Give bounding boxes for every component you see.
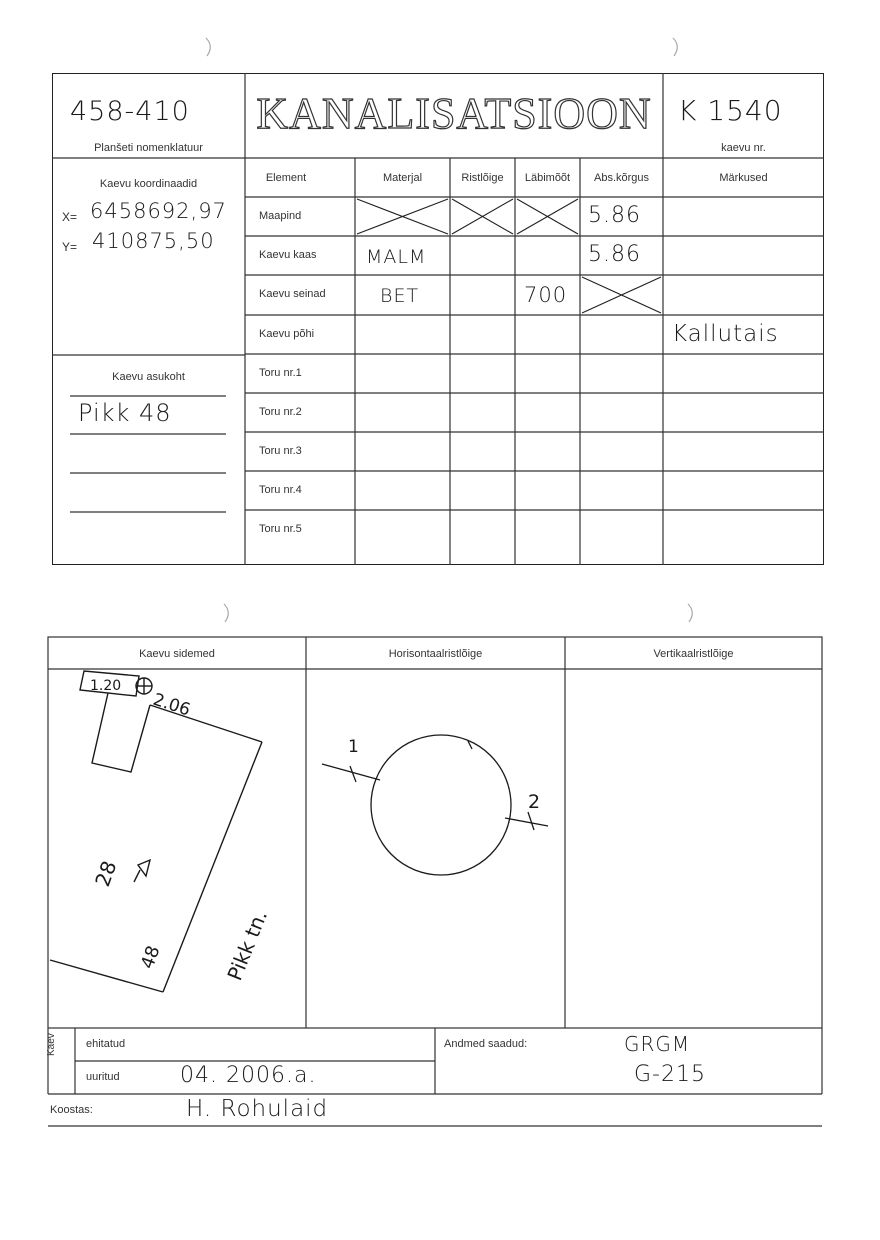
row-label: Kaevu põhi xyxy=(259,328,315,340)
data-source-label: Andmed saadud: xyxy=(444,1038,528,1050)
header-element: Element xyxy=(265,172,307,184)
data-source-value-2: G-215 xyxy=(634,1062,706,1087)
surveyed-label: uuritud xyxy=(86,1071,120,1083)
author-label: Koostas: xyxy=(50,1104,93,1116)
row-label: Toru nr.1 xyxy=(259,367,302,379)
dim-left: 1.20 xyxy=(90,678,122,694)
kaas-abs-height: 5.86 xyxy=(588,242,641,267)
row-label: Toru nr.4 xyxy=(259,484,302,496)
street-name: Pikk tn. xyxy=(222,906,273,984)
author-value: H. Rohulaid xyxy=(186,1096,329,1122)
dim-right: 2.06 xyxy=(150,689,193,721)
pohi-notes: Kallutais xyxy=(672,321,779,347)
side-label-kaev: Kaev xyxy=(46,1033,57,1056)
maapind-abs-height: 5.86 xyxy=(588,203,641,228)
nomenclature-label: Planšeti nomenklatuur xyxy=(94,142,203,154)
x-prefix: X= xyxy=(62,210,78,224)
data-source-value-1: GRGM xyxy=(624,1032,691,1056)
row-label: Toru nr.5 xyxy=(259,523,302,535)
seinad-material: BET xyxy=(380,285,420,307)
row-label: Kaevu seinad xyxy=(259,288,326,300)
location-value: Pikk 48 xyxy=(78,399,172,427)
row-label: Maapind xyxy=(259,210,302,222)
header-material: Materjal xyxy=(382,172,423,184)
pipe-1-label: 1 xyxy=(348,737,359,757)
row-label: Kaevu kaas xyxy=(259,249,317,261)
house-number-28: 28 xyxy=(90,857,122,890)
location-label: Kaevu asukoht xyxy=(112,371,185,383)
header-horizontal-section: Horisontaalristlõige xyxy=(388,648,483,660)
pipe-2-label: 2 xyxy=(528,791,541,813)
header-diameter: Läbimõõt xyxy=(524,172,571,184)
header-notes: Märkused xyxy=(719,172,768,184)
header-vertical-section: Vertikaalristlõige xyxy=(653,648,734,660)
row-label: Toru nr.2 xyxy=(259,406,302,418)
seinad-diameter: 700 xyxy=(524,283,568,307)
header-cross-section: Ristlõige xyxy=(461,172,504,184)
well-number-value: K 1540 xyxy=(678,94,783,127)
y-prefix: Y= xyxy=(62,240,78,254)
form-title: KANALISATSIOON xyxy=(256,89,652,138)
row-label: Toru nr.3 xyxy=(259,445,302,457)
coords-label: Kaevu koordinaadid xyxy=(99,178,198,190)
house-number-48: 48 xyxy=(136,943,165,972)
nomenclature-value: 458-410 xyxy=(70,96,190,127)
y-value: 410875,50 xyxy=(92,229,215,253)
well-number-label: kaevu nr. xyxy=(721,142,766,154)
x-value: 6458692,97 xyxy=(90,199,227,223)
built-label: ehitatud xyxy=(86,1038,126,1050)
kaas-material: MALM xyxy=(366,246,427,268)
header-well-connections: Kaevu sidemed xyxy=(139,648,215,660)
header-abs-height: Abs.kõrgus xyxy=(593,172,650,184)
surveyed-value: 04. 2006.a. xyxy=(180,1063,317,1088)
